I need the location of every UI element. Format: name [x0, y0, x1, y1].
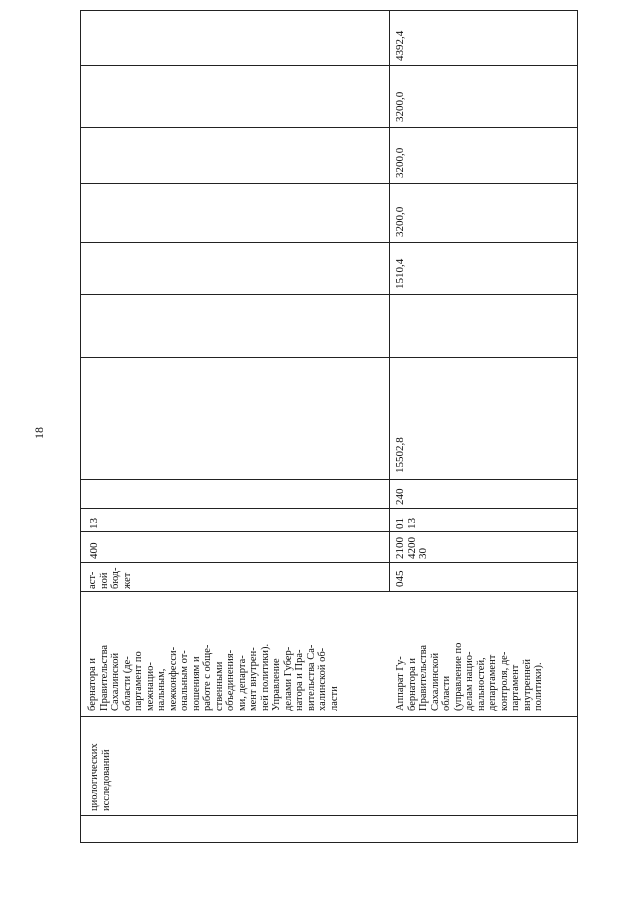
rule-3 [81, 242, 577, 243]
rule-4 [81, 294, 577, 295]
row2-year-3: 1510,4 [394, 258, 406, 289]
row2-pr: 01 13 [394, 518, 418, 529]
rule-7 [81, 508, 577, 509]
row1-rzpr-a: 400 [88, 542, 100, 559]
rule-top-section [81, 65, 577, 66]
row2-rzpr: 2100 4200 30 [394, 537, 429, 559]
rule-12 [81, 815, 577, 816]
row1-name: циологических исследований [89, 743, 112, 811]
row2-grbs: 045 [394, 570, 406, 587]
rule-6 [81, 479, 577, 480]
budget-table [80, 10, 578, 843]
row1-rzpr-b: 13 [88, 518, 100, 529]
row2-year-7: 4392,4 [394, 30, 406, 61]
page-number: 18 [31, 427, 46, 439]
row2-executor: Аппарат Гу- бернатора и Правительства Сахалинской области (управление по делам нацио- нальностей, департамент контроля, де- партамент внутренней политики). [395, 642, 544, 711]
rule-10 [81, 591, 577, 592]
rule-11 [81, 716, 577, 717]
row2-year-6: 3200,0 [394, 91, 406, 122]
row2-year-4: 3200,0 [394, 206, 406, 237]
row-divider [389, 11, 390, 591]
row2-cs: 240 [394, 488, 406, 505]
rule-5 [81, 357, 577, 358]
row1-executor: бернатора и Правительства Сахалинской области (де- партамент по межнацио- нальным, межконфесси- ональным от- ношениям и работе с обще- ственными объединения- ми, департа- мент внутрен- ней политики). Управление делами Губер- натора и Пра- вительства Са- халинской об- ласти [87, 643, 340, 711]
row1-source: аст- ной бюд- жет [87, 567, 133, 589]
row2-year-5: 3200,0 [394, 147, 406, 178]
rule-9 [81, 562, 577, 563]
rule-1 [81, 127, 577, 128]
rule-8 [81, 531, 577, 532]
rule-2 [81, 183, 577, 184]
row2-total: 15502,8 [394, 437, 406, 473]
